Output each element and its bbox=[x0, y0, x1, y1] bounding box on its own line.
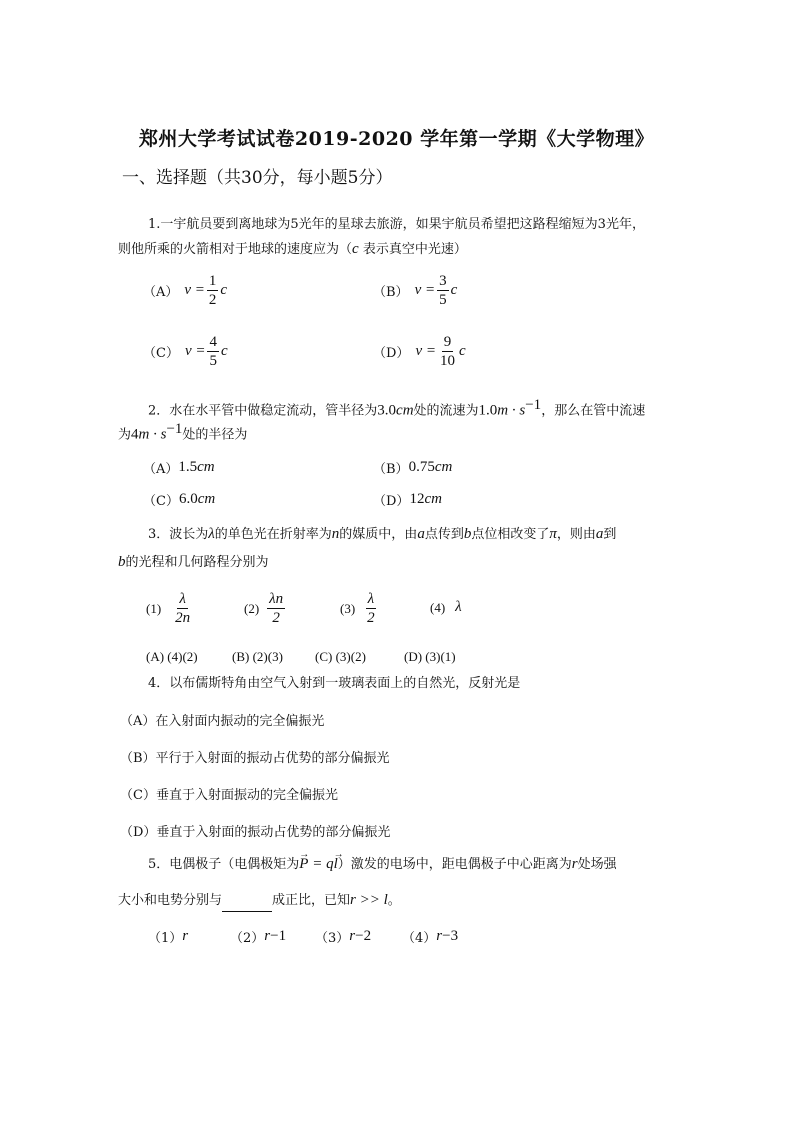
item-label: (4) bbox=[430, 599, 446, 615]
fraction-numerator: 9 bbox=[443, 334, 452, 350]
fraction-numerator: 4 bbox=[209, 334, 217, 350]
q2-value: 3.0 bbox=[377, 402, 397, 419]
option-fraction bbox=[207, 272, 219, 309]
q5-text-part: 成正比，已知 bbox=[272, 893, 351, 908]
q4-option-a[interactable]: （A）在入射面内振动的完全偏振光 bbox=[120, 714, 325, 729]
q5-option-1[interactable] bbox=[148, 927, 188, 946]
q3-item-4 bbox=[430, 599, 462, 616]
q2-option-d[interactable] bbox=[373, 490, 442, 509]
fraction-denominator: 5 bbox=[209, 353, 217, 369]
q5-condition: r >> l bbox=[350, 892, 388, 908]
q3-a: a bbox=[595, 526, 604, 542]
q4-text: 4．以布儒斯特角由空气入射到一玻璃表面上的自然光，反射光是 bbox=[148, 676, 521, 691]
q3-text-part: 的媒质中，由 bbox=[339, 527, 418, 542]
option-base: r bbox=[182, 928, 189, 944]
fraction-denominator: 5 bbox=[439, 292, 447, 308]
q1-text-line2 bbox=[118, 238, 467, 261]
option-value: 12 bbox=[409, 491, 425, 507]
q2-option-c[interactable] bbox=[143, 490, 215, 509]
q3-text-line2 bbox=[118, 551, 269, 574]
q3-answer-c[interactable]: (C) (3)(2) bbox=[315, 649, 366, 664]
option-value: 6.0 bbox=[178, 491, 198, 507]
q5-dipole-vector: → P bbox=[299, 853, 308, 875]
q3-answer-a[interactable]: (A) (4)(2) bbox=[146, 649, 198, 664]
q3-pi: π bbox=[549, 526, 557, 542]
q1-text-line1: 1.一宇航员要到离地球为5光年的星球去旅游，如果宇航员希望把这路程缩短为3光年， bbox=[148, 217, 645, 232]
q3-item-1 bbox=[146, 590, 194, 627]
option-label: （B） bbox=[373, 462, 409, 477]
q5-text-part: 大小和电势分别与 bbox=[118, 893, 223, 908]
fraction-numerator: λ bbox=[179, 591, 186, 607]
option-label: （D） bbox=[373, 494, 410, 509]
option-label: （C） bbox=[143, 494, 179, 509]
section-heading: 一、选择题（共30分，每小题5分） bbox=[122, 168, 393, 188]
option-unit: cm bbox=[434, 459, 453, 475]
q1-text-part: 表示真空中光速） bbox=[358, 242, 467, 257]
q3-text-part: ，则由 bbox=[556, 527, 596, 542]
q5-equation: = q bbox=[308, 856, 334, 872]
item-fraction bbox=[365, 590, 377, 627]
option-unit: cm bbox=[197, 491, 216, 507]
q3-text-part: 的单色光在折射率为 bbox=[214, 527, 332, 542]
option-unit: c bbox=[458, 343, 466, 359]
q2-unit: m · s bbox=[497, 402, 526, 419]
option-label: （1） bbox=[148, 931, 183, 946]
q3-text-part: 点传到 bbox=[424, 527, 464, 542]
q2-text-part: 为 bbox=[118, 427, 132, 443]
q5-text-part: 5．电偶极子（电偶极矩为 bbox=[148, 857, 300, 872]
q1-option-c[interactable] bbox=[143, 333, 228, 370]
q3-n: n bbox=[331, 526, 340, 542]
item-label: (2) bbox=[244, 600, 260, 616]
q5-text-part: 处场强 bbox=[577, 857, 617, 872]
option-base: r bbox=[264, 928, 271, 944]
q1-option-d[interactable] bbox=[373, 333, 466, 370]
q4-option-b[interactable]: （B）平行于入射面的振动占优势的部分偏振光 bbox=[120, 751, 390, 766]
q3-item-3 bbox=[340, 590, 379, 627]
q4-option-c[interactable]: （C）垂直于入射面振动的完全偏振光 bbox=[120, 788, 338, 803]
option-label: （C） bbox=[143, 346, 179, 361]
option-label: （A） bbox=[143, 462, 179, 477]
item-label: (1) bbox=[146, 600, 162, 616]
option-value: 0.75 bbox=[408, 459, 435, 475]
q2-exponent: −1 bbox=[166, 421, 183, 437]
option-lhs: v = bbox=[414, 282, 436, 298]
option-unit: cm bbox=[197, 459, 215, 475]
fraction-denominator: 10 bbox=[439, 353, 455, 369]
option-lhs: v = bbox=[184, 282, 205, 298]
q2-value: 4 bbox=[131, 426, 139, 443]
q3-text-part: 的光程和几何路程分别为 bbox=[125, 555, 269, 570]
fraction-numerator: λn bbox=[269, 591, 284, 607]
q5-option-4[interactable] bbox=[402, 927, 458, 946]
option-lhs: v = bbox=[184, 343, 206, 359]
option-exponent: −2 bbox=[355, 928, 372, 944]
option-label: （B） bbox=[373, 285, 409, 300]
option-label: （2） bbox=[230, 931, 265, 946]
q5-option-3[interactable] bbox=[315, 927, 371, 946]
option-lhs: v = bbox=[415, 343, 436, 359]
option-label: （A） bbox=[143, 285, 179, 300]
q1-option-b[interactable] bbox=[373, 272, 457, 309]
option-fraction bbox=[207, 333, 219, 370]
option-label: （4） bbox=[402, 931, 437, 946]
q2-value: 1.0 bbox=[478, 402, 498, 419]
option-fraction bbox=[438, 333, 457, 370]
q3-b: b bbox=[463, 526, 472, 542]
q3-lambda: λ bbox=[208, 526, 215, 542]
option-label: （D） bbox=[373, 346, 410, 361]
q2-text-part: 处的流速为 bbox=[413, 403, 479, 419]
option-unit: cm bbox=[424, 491, 442, 507]
q2-text-line2 bbox=[118, 418, 247, 446]
fraction-denominator: 2 bbox=[272, 610, 280, 626]
q3-text-part: 点位相改变了 bbox=[471, 527, 550, 542]
option-exponent: −1 bbox=[270, 928, 287, 944]
option-unit: c bbox=[220, 282, 228, 298]
q5-text-line2 bbox=[118, 889, 401, 912]
q4-option-d[interactable]: （D）垂直于入射面的振动占优势的部分偏振光 bbox=[120, 825, 391, 840]
q2-text-part: 处的半径为 bbox=[182, 427, 248, 443]
item-symbol: λ bbox=[455, 599, 462, 615]
q5-r: r bbox=[571, 856, 578, 872]
fraction-numerator: 1 bbox=[208, 273, 217, 289]
fraction-numerator: λ bbox=[367, 591, 375, 607]
q3-a: a bbox=[417, 526, 425, 542]
answer-blank[interactable] bbox=[222, 897, 272, 912]
option-fraction bbox=[437, 272, 449, 309]
q5-option-2[interactable] bbox=[230, 927, 286, 946]
item-fraction bbox=[267, 590, 285, 627]
q3-b: b bbox=[118, 554, 126, 570]
q2-option-b[interactable] bbox=[373, 458, 452, 477]
option-value: 1.5 bbox=[178, 459, 198, 475]
q3-answer-d[interactable]: (D) (3)(1) bbox=[404, 649, 456, 664]
q5-length-vector: → l bbox=[334, 853, 338, 875]
q1-option-a[interactable] bbox=[143, 272, 227, 309]
q3-text-part: 3．波长为 bbox=[148, 527, 209, 542]
option-base: r bbox=[349, 928, 356, 944]
q2-text-part: ，那么在管中流速 bbox=[541, 403, 646, 419]
exam-title: 郑州大学考试试卷2019-2020 学年第一学期《大学物理》 bbox=[138, 128, 655, 150]
q2-text-part: 2．水在水平管中做稳定流动，管半径为 bbox=[148, 403, 378, 419]
fraction-numerator: 3 bbox=[439, 273, 447, 289]
option-exponent: −3 bbox=[442, 928, 459, 944]
q5-text-line1 bbox=[148, 853, 617, 876]
option-base: r bbox=[436, 928, 443, 944]
q3-answer-b[interactable]: (B) (2)(3) bbox=[232, 649, 283, 664]
item-label: (3) bbox=[340, 600, 356, 616]
q5-text-part: ）激发的电场中，距电偶极子中心距离为 bbox=[337, 857, 572, 872]
q5-text-part: 。 bbox=[387, 893, 401, 908]
option-label: （3） bbox=[315, 931, 350, 946]
option-unit: c bbox=[450, 282, 458, 298]
fraction-denominator: 2n bbox=[175, 610, 191, 626]
q2-exponent: −1 bbox=[525, 397, 542, 413]
q1-c-symbol: c bbox=[352, 241, 359, 257]
fraction-denominator: 2 bbox=[208, 292, 217, 308]
fraction-denominator: 2 bbox=[367, 610, 375, 626]
q3-text-part: 到 bbox=[603, 527, 617, 542]
q2-option-a[interactable] bbox=[143, 458, 215, 477]
q2-unit: cm bbox=[396, 402, 414, 419]
q1-text-part: 则他所乘的火箭相对于地球的速度应为（ bbox=[118, 242, 353, 257]
item-fraction bbox=[173, 590, 192, 627]
q3-item-2 bbox=[244, 590, 287, 627]
q2-unit: m · s bbox=[138, 426, 167, 443]
option-unit: c bbox=[220, 343, 228, 359]
q3-text-line1 bbox=[148, 523, 616, 546]
